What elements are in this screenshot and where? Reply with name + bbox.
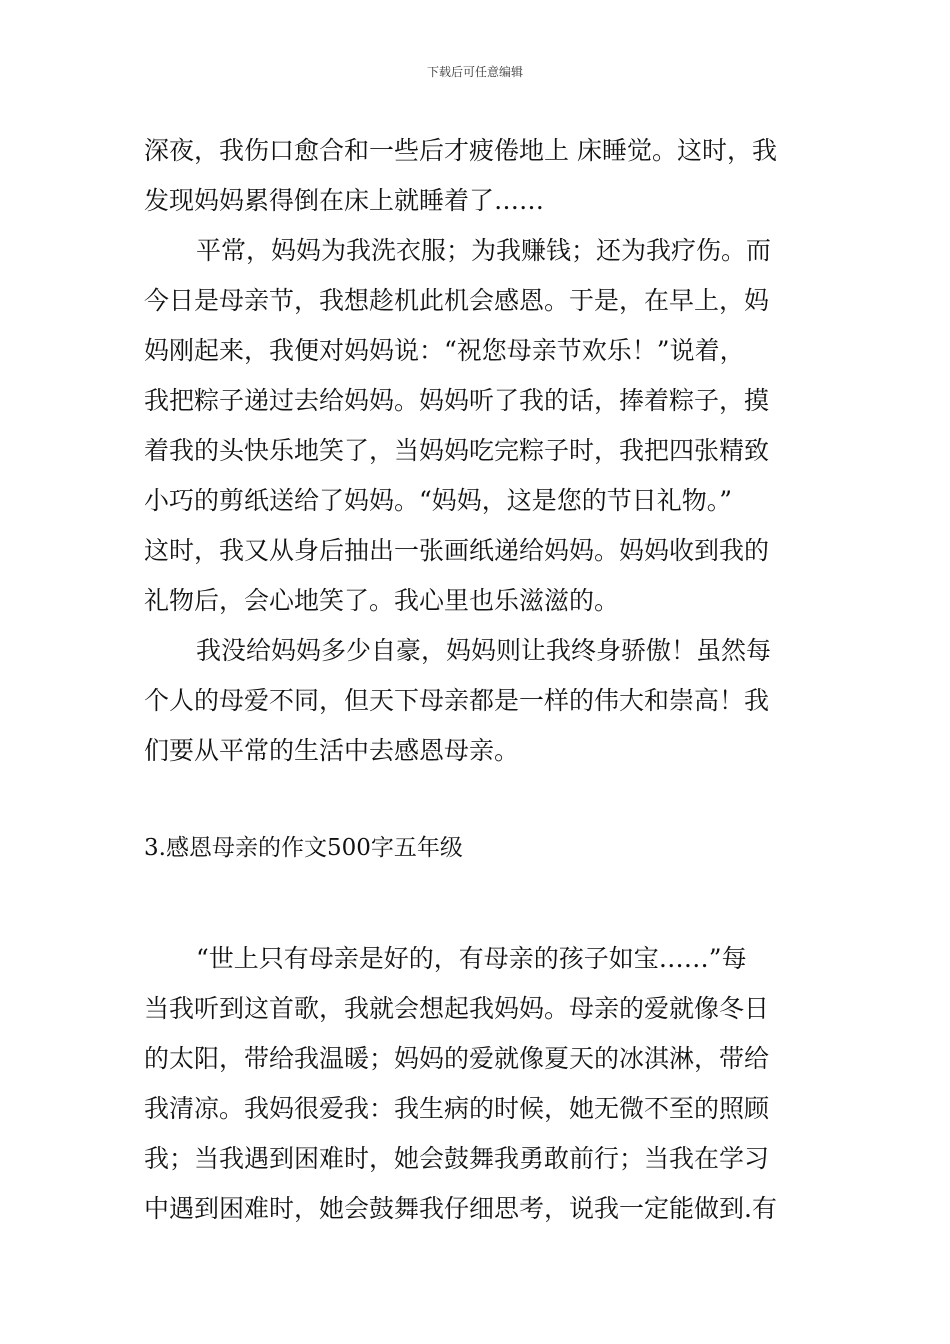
paragraph-4 (144, 936, 814, 1236)
text-line: 我把粽子递过去给妈妈。妈妈听了我的话，捧着粽子，摸 (144, 386, 770, 415)
text-line: 着我的头快乐地笑了，当妈妈吃完粽子时，我把四张精致 (144, 436, 770, 465)
text-line: 当我听到这首歌，我就会想起我妈妈。母亲的爱就像冬日 (144, 994, 770, 1023)
text-line: 们要从平常的生活中去感恩母亲。 (144, 736, 520, 765)
text-line: 我没给妈妈多少自豪，妈妈则让我终身骄傲！虽然每 (196, 636, 772, 665)
text-line: 妈刚起来，我便对妈妈说：“祝您母亲节欢乐！”说着， (144, 336, 745, 365)
text-line: “世上只有母亲是好的，有母亲的孩子如宝……”每 (196, 944, 747, 973)
document-body (144, 128, 814, 1236)
paragraph-1 (144, 128, 814, 228)
text-line: 这时，我又从身后抽出一张画纸递给妈妈。妈妈收到我的 (144, 536, 770, 565)
paragraph-3 (144, 628, 814, 778)
text-line: 发现妈妈累得倒在床上就睡着了…… (144, 186, 545, 215)
text-line: 平常，妈妈为我洗衣服；为我赚钱；还为我疗伤。而 (196, 236, 772, 265)
paragraph-2 (144, 228, 814, 628)
text-line: 深夜，我伤口愈合和一些后才疲倦地上 床睡觉。这时，我 (144, 136, 777, 165)
section-heading: 3.感恩母亲的作文500字五年级 (144, 835, 463, 861)
text-line: 我；当我遇到困难时，她会鼓舞我勇敢前行；当我在学习 (144, 1144, 770, 1173)
text-line: 我清凉。我妈很爱我：我生病的时候，她无微不至的照顾 (144, 1094, 770, 1123)
text-line: 的太阳，带给我温暖；妈妈的爱就像夏天的冰淇淋，带给 (144, 1044, 770, 1073)
text-line: 个人的母爱不同，但天下母亲都是一样的伟大和崇高！我 (144, 686, 770, 715)
text-line: 小巧的剪纸送给了妈妈。“妈妈，这是您的节日礼物。” (144, 486, 733, 515)
page-header: 下载后可任意编辑 (426, 65, 523, 79)
text-line: 今日是母亲节，我想趁机此机会感恩。于是，在早上，妈 (144, 286, 770, 315)
text-line: 礼物后，会心地笑了。我心里也乐滋滋的。 (144, 586, 620, 615)
text-line: 中遇到困难时，她会鼓舞我仔细思考，说我一定能做到.有 (144, 1194, 777, 1223)
